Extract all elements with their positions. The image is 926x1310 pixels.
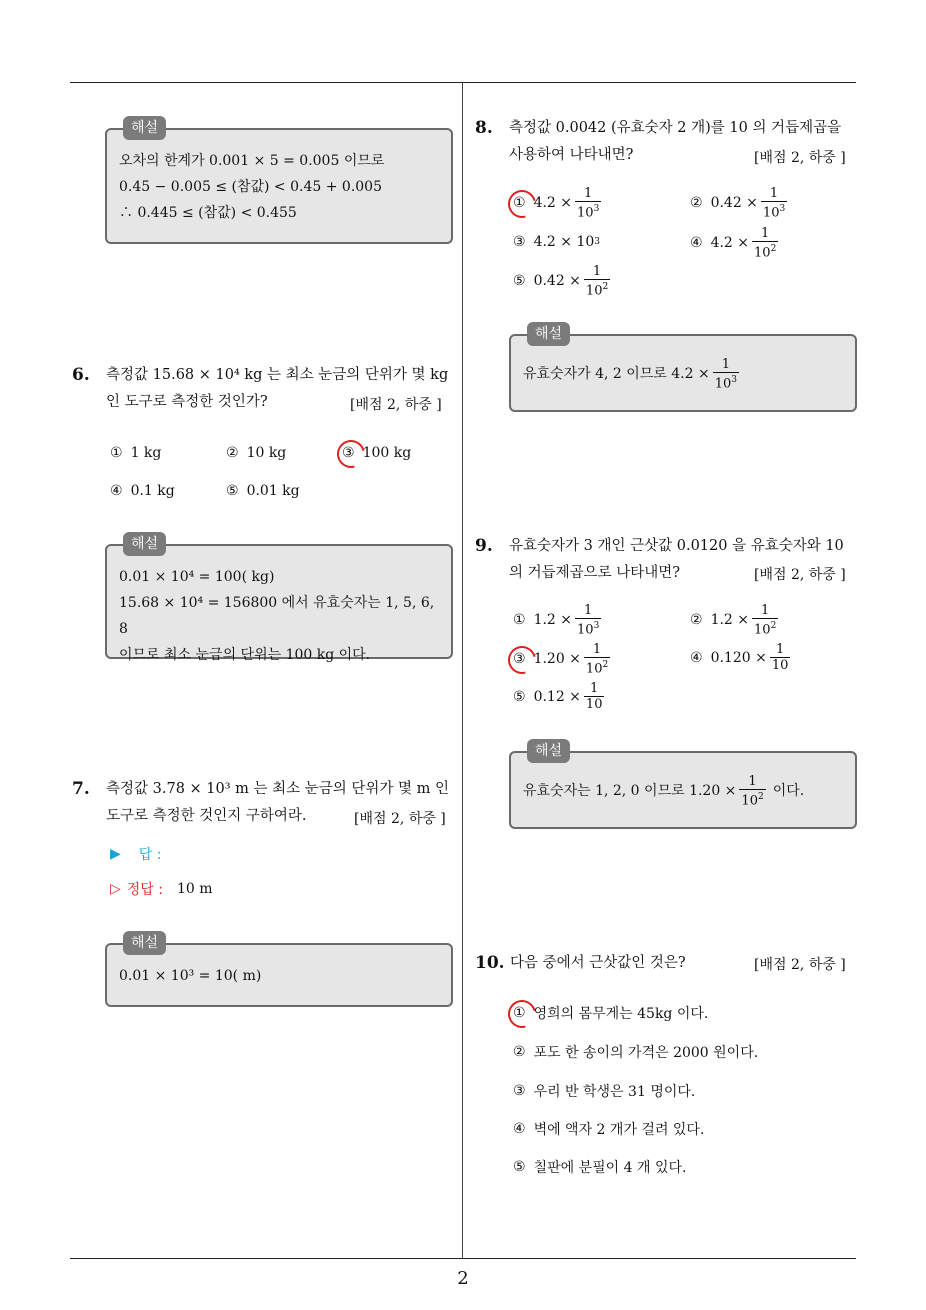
option-text: 우리 반 학생은 31 명이다.	[533, 1084, 696, 1100]
option-coef: 1.2 ×	[533, 612, 573, 629]
option-coef: 0.120 ×	[710, 649, 767, 666]
option-text: 칠판에 분필이 4 개 있다.	[533, 1160, 687, 1176]
option-coef: 1.20 ×	[533, 651, 581, 668]
option-10-3[interactable]	[513, 1081, 695, 1101]
option-10-4[interactable]	[513, 1119, 704, 1139]
fraction-exponent: 2	[770, 621, 777, 631]
fraction-exponent: 3	[731, 374, 737, 385]
score-meta-6: [배점 2, 하중 ]	[350, 397, 442, 413]
fraction-numerator: 1	[775, 642, 785, 657]
solution-tag: 해설	[527, 739, 570, 763]
solution-line: 이므로 최소 눈금의 단위는 100 kg 이다.	[119, 647, 371, 663]
fraction-base: 10	[762, 205, 780, 221]
option-number: ②	[690, 195, 703, 212]
option-6-1[interactable]	[110, 445, 161, 461]
fraction-exponent: 3	[779, 204, 786, 214]
option-coef: 4.2 ×	[533, 195, 573, 212]
question-line: 측정값 3.78 × 10³ m 는 최소 눈금의 단위가 몇 m 인	[106, 781, 449, 797]
option-10-2[interactable]	[513, 1042, 758, 1062]
fraction-numerator: 1	[761, 603, 770, 618]
option-number: ⑤	[513, 688, 526, 705]
question-line: 의 거듭제곱으로 나타내면?	[509, 565, 681, 581]
fraction-base: 10	[714, 376, 732, 392]
option-text: 0.1 kg	[130, 483, 175, 499]
option-number: ③	[513, 234, 526, 250]
option-6-3[interactable]	[342, 445, 411, 461]
question-number-8: 8.	[475, 118, 493, 138]
score-meta-10: [배점 2, 하중 ]	[754, 957, 846, 973]
fraction-numerator: 1	[584, 603, 593, 618]
option-9-3[interactable]	[513, 642, 613, 676]
option-number: ④	[110, 483, 123, 499]
option-coef: 0.42 ×	[710, 195, 758, 212]
option-text: 10 kg	[246, 445, 287, 461]
answer-circle-mark	[332, 435, 370, 473]
answer-circle-mark	[503, 185, 541, 223]
score-meta-8: [배점 2, 하중 ]	[754, 150, 846, 166]
fraction-numerator: 1	[761, 226, 770, 241]
solution-line: 0.45 − 0.005 ≤ (참값) < 0.45 + 0.005	[119, 179, 382, 195]
fraction-numerator: 1	[769, 186, 779, 201]
option-8-4[interactable]	[690, 226, 781, 260]
solution-box-q5	[105, 120, 453, 244]
solution-line: 오차의 한계가 0.001 × 5 = 0.005 이므로	[119, 153, 385, 169]
option-text: 100 kg	[362, 445, 412, 461]
option-6-2[interactable]	[226, 445, 286, 461]
option-text: 벽에 액자 2 개가 걸려 있다.	[533, 1122, 705, 1138]
fraction	[713, 357, 739, 391]
fraction-numerator: 1	[721, 356, 730, 372]
fraction-numerator: 1	[592, 642, 602, 657]
option-coef: 1.2 ×	[710, 612, 750, 629]
solution-text: 유효숫자가 4, 2 이므로 4.2 ×	[523, 366, 710, 382]
answer-circle-mark	[503, 995, 541, 1033]
correct-answer-label: 정답 :	[126, 882, 163, 898]
fraction-base: 10	[577, 622, 594, 638]
correct-arrow-icon: ▷	[110, 881, 121, 897]
option-text: 포도 한 송이의 가격은 2000 원이다.	[533, 1045, 759, 1061]
option-coef: 4.2 × 10	[533, 234, 595, 250]
option-number: ③	[513, 1083, 526, 1099]
solution-tag: 해설	[123, 931, 166, 955]
answer-arrow-icon: ▶	[110, 846, 121, 862]
solution-line: 15.68 × 10⁴ = 156800 에서 유효숫자는 1, 5, 6, 8	[119, 595, 435, 637]
option-number: ⑤	[513, 273, 526, 290]
option-number: ①	[513, 1005, 526, 1021]
fraction-exponent: 3	[593, 204, 600, 214]
question-line: 다음 중에서 근삿값인 것은?	[510, 955, 686, 971]
column-divider	[462, 82, 463, 1258]
question-number-6: 6.	[72, 365, 90, 385]
question-text-10	[510, 950, 760, 977]
fraction-base: 10	[585, 697, 603, 712]
fraction-exponent: 2	[602, 660, 609, 670]
option-coef: 0.12 ×	[533, 688, 581, 705]
option-text: 1 kg	[130, 445, 162, 461]
option-9-2[interactable]	[690, 603, 781, 637]
fraction-base: 10	[754, 622, 771, 638]
fraction	[584, 681, 605, 712]
score-meta-7: [배점 2, 하중 ]	[354, 811, 446, 827]
question-number-7: 7.	[72, 779, 90, 799]
option-number: ④	[690, 235, 703, 252]
question-line: 측정값 15.68 × 10⁴ kg 는 최소 눈금의 단위가 몇 kg	[106, 367, 449, 383]
option-9-5[interactable]	[513, 681, 607, 712]
fraction-numerator: 1	[592, 264, 602, 279]
option-number: ①	[110, 445, 123, 461]
solution-text: 유효숫자는 1, 2, 0 이므로 1.20 ×	[523, 783, 737, 799]
fraction	[752, 226, 778, 260]
solution-tag: 해설	[123, 532, 166, 556]
page-number: 2	[457, 1268, 469, 1289]
score-meta-9: [배점 2, 하중 ]	[754, 567, 846, 583]
fraction-numerator: 1	[584, 186, 593, 201]
solution-box-q8	[509, 326, 857, 412]
option-number: ③	[513, 651, 526, 668]
option-10-5[interactable]	[513, 1157, 686, 1177]
correct-answer-line	[110, 879, 213, 899]
fraction-base: 10	[754, 245, 771, 261]
solution-box-q7	[105, 935, 453, 1007]
fraction-base: 10	[577, 205, 594, 221]
option-text: 영희의 몸무게는 45kg 이다.	[533, 1006, 709, 1022]
option-number: ⑤	[513, 1159, 526, 1175]
fraction	[575, 186, 601, 220]
fraction	[584, 264, 610, 298]
option-number: ④	[690, 649, 703, 666]
option-6-5[interactable]	[226, 483, 300, 499]
option-number: ①	[513, 612, 526, 629]
question-line: 측정값 0.0042 (유효숫자 2 개)를 10 의 거듭제곱을	[509, 120, 842, 136]
fraction-base: 10	[741, 793, 758, 809]
question-line: 도구로 측정한 것인지 구하여라.	[106, 808, 307, 824]
option-10-1[interactable]	[513, 1003, 708, 1023]
solution-tag: 해설	[527, 322, 570, 346]
option-number: ③	[342, 445, 355, 461]
option-9-4[interactable]	[690, 642, 793, 673]
answer-line	[110, 844, 161, 864]
fraction	[752, 603, 778, 637]
solution-line: 0.01 × 10⁴ = 100( kg)	[119, 569, 275, 585]
fraction-exponent: 2	[602, 282, 609, 292]
option-exponent: 3	[594, 237, 601, 247]
option-number: ⑤	[226, 483, 239, 499]
solution-line: ∴ 0.445 ≤ (참값) < 0.455	[119, 205, 297, 221]
fraction-exponent: 3	[593, 621, 600, 631]
question-line: 인 도구로 측정한 것인가?	[106, 394, 268, 410]
fraction	[761, 186, 787, 220]
fraction-numerator: 1	[748, 773, 757, 789]
solution-tail: 이다.	[772, 783, 805, 799]
answer-label: 답 :	[138, 847, 162, 863]
fraction-base: 10	[771, 658, 789, 673]
fraction-base: 10	[585, 283, 603, 299]
answer-circle-mark	[503, 641, 541, 679]
option-number: ②	[226, 445, 239, 461]
option-6-4[interactable]	[110, 483, 175, 499]
fraction-base: 10	[585, 661, 603, 677]
top-rule	[70, 82, 856, 83]
fraction-exponent: 2	[757, 791, 764, 802]
solution-box-q6	[105, 536, 453, 663]
option-9-1[interactable]	[513, 603, 604, 637]
option-8-3[interactable]	[513, 234, 600, 250]
correct-answer-value: 10 m	[177, 881, 213, 897]
solution-line: 0.01 × 10³ = 10( m)	[119, 968, 262, 984]
bottom-rule	[70, 1258, 856, 1259]
option-number: ②	[690, 612, 703, 629]
fraction	[739, 774, 765, 808]
fraction	[575, 603, 601, 637]
option-number: ②	[513, 1044, 526, 1060]
solution-tag: 해설	[123, 116, 166, 140]
fraction-numerator: 1	[590, 681, 599, 696]
option-8-1[interactable]	[513, 186, 604, 220]
fraction	[770, 642, 791, 673]
option-8-2[interactable]	[690, 186, 790, 220]
option-coef: 0.42 ×	[533, 273, 581, 290]
question-line: 사용하여 나타내면?	[509, 147, 634, 163]
option-coef: 4.2 ×	[710, 235, 750, 252]
fraction-exponent: 2	[770, 244, 777, 254]
question-number-9: 9.	[475, 536, 493, 556]
option-text: 0.01 kg	[246, 483, 300, 499]
option-8-5[interactable]	[513, 264, 613, 298]
option-number: ④	[513, 1121, 526, 1137]
question-line: 유효숫자가 3 개인 근삿값 0.0120 을 유효숫자와 10	[509, 538, 844, 554]
solution-box-q9	[509, 743, 857, 829]
fraction	[584, 642, 610, 676]
question-number-10: 10.	[475, 953, 505, 973]
option-number: ①	[513, 195, 526, 212]
